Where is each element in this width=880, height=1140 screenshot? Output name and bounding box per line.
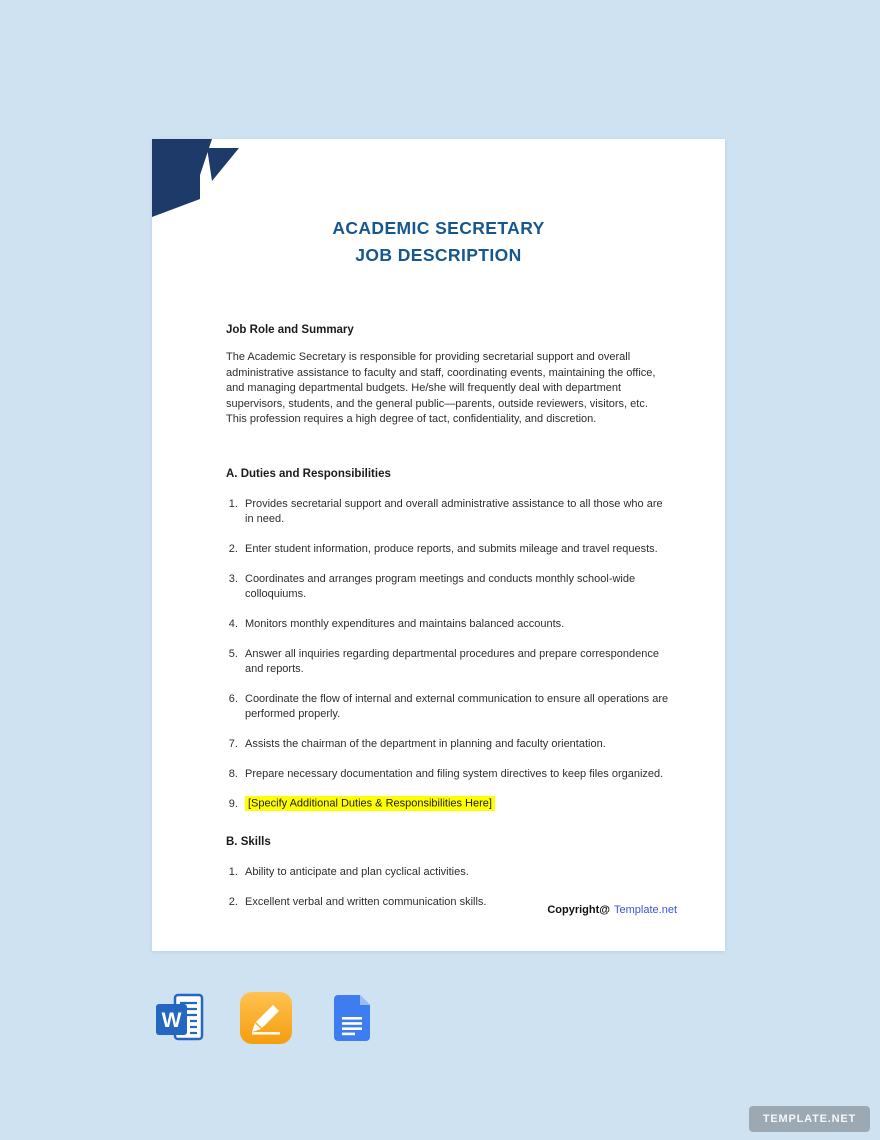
copyright-label: Copyright@ xyxy=(547,904,611,916)
document-page xyxy=(152,139,725,951)
duty-item-9-placeholder xyxy=(241,797,669,812)
duty-item-2 xyxy=(241,542,669,557)
placeholder-highlight: [Specify Additional Duties & Responsibilities Here] xyxy=(245,796,495,811)
duty-item-6 xyxy=(241,692,669,722)
duties-heading: A. Duties and Responsibilities xyxy=(226,467,391,480)
skill-text: Ability to anticipate and plan cyclical activities. xyxy=(245,865,469,878)
duty-text: Answer all inquiries regarding departmental procedures and prepare correspondence and reports. xyxy=(245,647,659,675)
skill-item-1 xyxy=(241,865,669,880)
duty-text: Coordinate the flow of internal and external communication to ensure all operations are performed properly. xyxy=(245,692,669,720)
document-title-line1: ACADEMIC SECRETARY xyxy=(332,218,545,238)
duties-list xyxy=(226,497,669,812)
skills-list xyxy=(226,865,669,910)
format-icons-row xyxy=(154,992,378,1044)
summary-heading: Job Role and Summary xyxy=(226,324,354,336)
duty-text: Coordinates and arranges program meetings and conducts monthly school-wide colloquiums. xyxy=(245,572,636,600)
copyright-link[interactable]: Template.net xyxy=(614,904,677,916)
duty-item-8 xyxy=(241,767,669,782)
watermark-text: TEMPLATE.NET xyxy=(762,1113,856,1125)
apple-pages-icon[interactable] xyxy=(240,992,292,1044)
word-letter: W xyxy=(161,1009,182,1032)
duty-item-3 xyxy=(241,572,669,602)
skill-text: Excellent verbal and written communication skills. xyxy=(245,895,487,908)
microsoft-word-icon[interactable] xyxy=(154,992,206,1044)
corner-decoration xyxy=(152,139,242,219)
duty-text: Provides secretarial support and overall administrative assistance to all those who are in need. xyxy=(245,497,663,525)
document-title-line2: JOB DESCRIPTION xyxy=(355,245,522,265)
summary-paragraph: The Academic Secretary is responsible for providing secretarial support and overall administrative assistance to faculty and staff, coordinating events, maintaining the office, and managing departmental budgets. He/she will frequently deal with department supervisors, students, and the general public—parents, outside reviewers, visitors, etc. This profession requires a high degree of tact, confidentiality, and discretion. xyxy=(226,351,656,425)
duty-item-5 xyxy=(241,647,669,677)
duty-text: Prepare necessary documentation and filing system directives to keep files organized. xyxy=(245,767,664,780)
duty-item-4 xyxy=(241,617,669,632)
duty-text: Enter student information, produce reports, and submits mileage and travel requests. xyxy=(245,542,658,555)
template-net-watermark xyxy=(749,1106,870,1132)
duty-item-1 xyxy=(241,497,669,527)
duty-item-7 xyxy=(241,737,669,752)
skills-heading: B. Skills xyxy=(226,835,271,848)
google-docs-icon[interactable] xyxy=(326,992,378,1044)
copyright-line xyxy=(547,904,677,916)
document-body xyxy=(152,324,725,910)
duty-text: Assists the chairman of the department in planning and faculty orientation. xyxy=(245,737,606,750)
duty-text: Monitors monthly expenditures and maintains balanced accounts. xyxy=(245,617,565,630)
